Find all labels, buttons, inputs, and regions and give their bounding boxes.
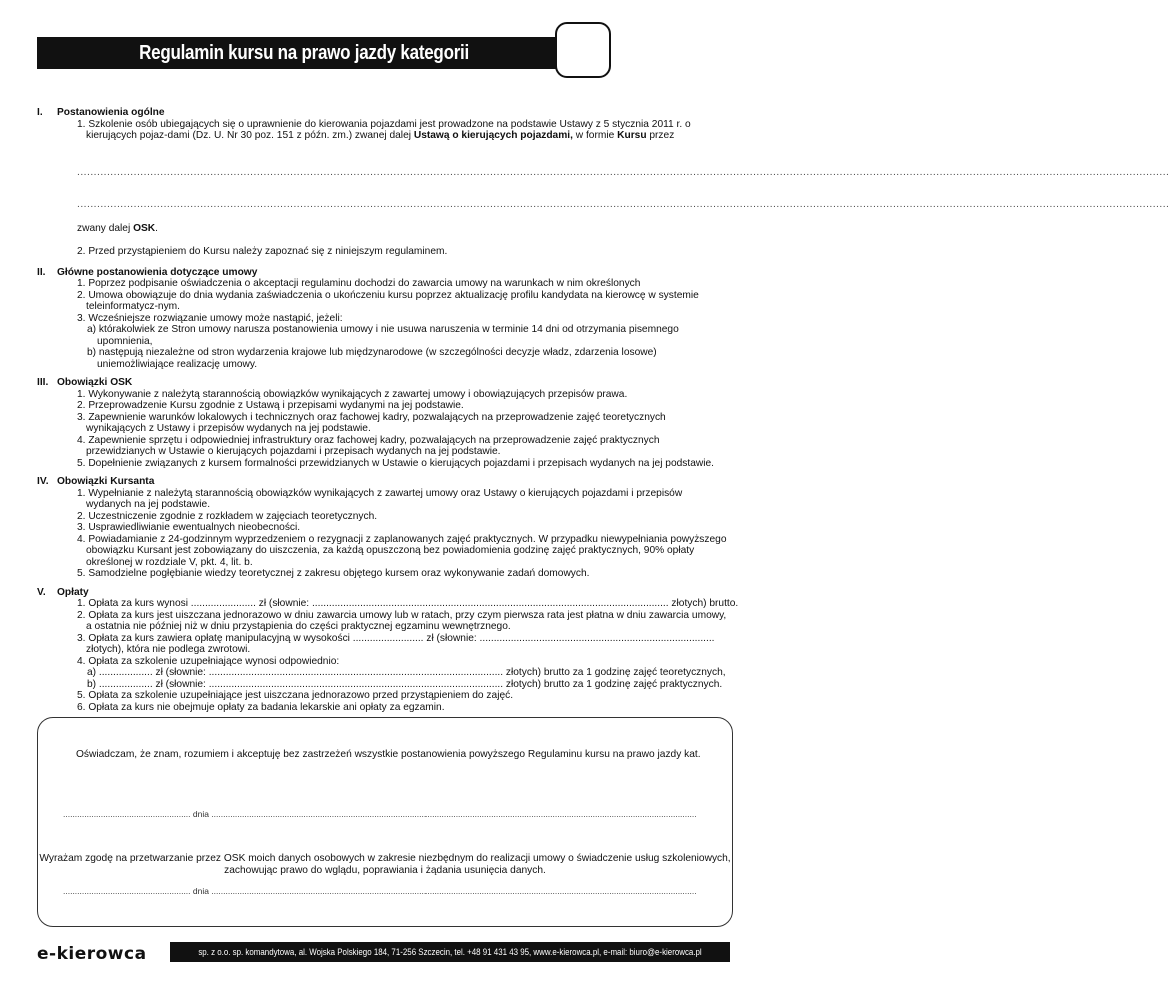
list-item: 3. Zapewnienie warunków lokalowych i technicznych oraz fachowej kadry, pozwalających na przeprowadzenie zajęć teoretycznych wynikających z Ustawy i przepisów wydanych na jej podstawie. — [77, 411, 666, 434]
list-item: 2. Przeprowadzenie Kursu zgodnie z Ustawą i przepisami wydanymi na jej podstawie. — [77, 400, 464, 411]
text-span: Kursu — [617, 130, 647, 141]
list-item: 2. Uczestniczenie zgodnie z rozkładem w zajęciach teoretycznych. — [77, 510, 378, 522]
list-item — [77, 223, 727, 235]
document-title: Regulamin kursu na prawo jazdy kategorii — [139, 41, 469, 64]
section-number: IV. — [37, 476, 49, 487]
date-field[interactable]: ...................................................... dnia ........................................................................................... — [63, 809, 427, 819]
section-number: I. — [37, 107, 43, 118]
section-title: Główne postanowienia dotyczące umowy — [57, 266, 258, 278]
list-item: 2. Przed przystąpieniem do Kursu należy zapoznać się z niniejszym regulaminem. — [77, 246, 448, 257]
list-item: 3. Usprawiedliwianie ewentualnych nieobecności. — [77, 522, 301, 533]
list-item: 1. Wykonywanie z należytą starannością obowiązków wynikających z zawartej umowy i obowiązujących przepisów prawa. — [77, 388, 628, 400]
text-span: OSK — [133, 222, 156, 234]
list-item: 5. Dopełnienie związanych z kursem formalności przewidzianych w Ustawie o kierujących pojazdami i przepisach wydanych na jej podstawie. — [77, 457, 715, 469]
consent-line: zachowując prawo do wglądu, poprawiania i żądania usunięcia danych. — [224, 865, 546, 876]
section-title: Opłaty — [57, 586, 89, 598]
list-item: 5. Samodzielne pogłębianie wiedzy teoretycznej z zakresu objętego kursem oraz wykonywanie zadań domowych. — [77, 568, 590, 579]
consent-text — [38, 853, 732, 877]
list-item: 4. Opłata za szkolenie uzupełniające wynosi odpowiednio: — [77, 655, 340, 667]
signature-field[interactable]: ................................................................................................................... — [425, 809, 697, 819]
declaration-box — [37, 717, 733, 927]
list-item: 4. Zapewnienie sprzętu i odpowiedniej infrastruktury oraz fachowej kadry, pozwalających na przeprowadzenie zajęć praktycznych przewidzianych w Ustawie o kierujących pojazdami i przepisach wydanych na jej podstawie. — [77, 434, 660, 457]
section-student-duties — [37, 476, 727, 580]
document-title-bar — [37, 37, 571, 69]
section-number: II. — [37, 266, 46, 278]
section-number: III. — [37, 377, 49, 388]
list-item: 2. Opłata za kurs jest uiszczana jednorazowo w dniu zawarcia umowy lub w ratach, przy czym pierwsza rata jest płatna w dniu zawarcia umowy, a ostatnia nie później niż w dniu przystąpienia do części praktycznej egzaminu wewnętrznego. — [77, 609, 727, 632]
consent-line: Wyrażam zgodę na przetwarzanie przez OSK moich danych osobowych w zakresie niezbędnym do realizacji umowy o świadczenie usług szkoleniowych, — [39, 853, 731, 864]
list-item: 1. Wypełnianie z należytą starannością obowiązków wynikających z zawartej umowy oraz Ustawy o kierujących pojazdami i przepisów wydanych na jej podstawie. — [77, 487, 683, 510]
fee-item-total[interactable]: 1. Opłata za kurs wynosi ....................... zł (słownie: .............................................................................................................................. złotych) brutto. — [77, 598, 739, 609]
list-item: 1. Poprzez podpisanie oświadczenia o akceptacji regulaminu dochodzi do zawarcia umowy na warunkach w nim określonych — [77, 278, 641, 289]
sub-item: b) następują niezależne od stron wydarzenia krajowe lub międzynarodowe (w szczególności decyzje władz, zdarzenia losowe) uniemożliwiające realizację umowy. — [87, 347, 657, 370]
text-span: przez — [646, 130, 675, 141]
section-title: Obowiązki OSK — [57, 377, 133, 388]
fee-item-handling[interactable]: 3. Opłata za kurs zawiera opłatę manipulacyjną w wysokości ......................... zł (słownie: ................................................................................... złotych), która nie podlega zwrotowi. — [77, 632, 715, 655]
list-item: 3. Wcześniejsze rozwiązanie umowy może nastąpić, jeżeli: — [77, 312, 343, 324]
section-contract — [37, 267, 727, 371]
list-item — [77, 119, 727, 142]
text-span: . — [155, 222, 158, 234]
signature-field[interactable]: ................................................................................................................... — [425, 886, 697, 896]
osk-name-field-line1[interactable]: ........................................................................................................................................................................................................................................................................................................................................ — [77, 166, 1169, 178]
text-span: w formie — [572, 130, 618, 141]
category-input-box[interactable] — [555, 22, 611, 78]
list-item: 5. Opłata za szkolenie uzupełniające jest uiszczana jednorazowo przed przystąpieniem do zajęć. — [77, 690, 514, 701]
sub-item: a) którakolwiek ze Stron umowy narusza postanowienia umowy i nie usuwa naruszenia w terminie 14 dni od otrzymania pisemnego upomnienia, — [87, 324, 679, 347]
fee-theory-rate[interactable]: a) ................... zł (słownie: ........................................................................................................ złotych) brutto za 1 godzinę zajęć teoretycznych, — [87, 667, 726, 678]
list-item: 2. Umowa obowiązuje do dnia wydania zaświadczenia o ukończeniu kursu poprzez aktualizację profilu kandydata na kierowcę w systemie teleinformatycz-nym. — [77, 289, 699, 312]
text-span: 1. Szkolenie osób ubiegających się o uprawnienie do kierowania pojazdami jest prowadzone na podstawie Ustawy z 5 stycznia 2011 r. o kierujących pojaz-dami (Dz. U. Nr 30 poz. 151 z późn. zm.) zwanej dalej — [77, 118, 691, 141]
list-item: 6. Opłata za kurs nie obejmuje opłaty za badania lekarskie ani opłaty za egzamin. — [77, 701, 445, 713]
section-title: Obowiązki Kursanta — [57, 476, 155, 487]
section-general — [37, 107, 1169, 258]
regulations-body — [37, 107, 1169, 720]
osk-name-field-line2[interactable]: ........................................................................................................................................................................................................................................................................................................................................ — [77, 199, 1169, 210]
footer-bar — [170, 942, 730, 962]
fee-practice-rate[interactable]: b) ................... zł (słownie: ........................................................................................................ złotych) brutto za 1 godzinę zajęć praktycznych. — [87, 678, 723, 690]
brand-logo: e-kierowca — [37, 944, 147, 964]
section-title: Postanowienia ogólne — [57, 107, 165, 118]
text-span: Ustawą o kierujących pojazdami, — [413, 130, 573, 141]
section-osk-duties — [37, 377, 727, 469]
text-span: zwany dalej — [77, 222, 134, 234]
footer-text: sp. z o.o. sp. komandytowa, al. Wojska Polskiego 184, 71-256 Szczecin, tel. +48 91 431 43 95, www.e-kierowca.pl, e-mail: biuro@e-kierowca.pl — [198, 947, 702, 957]
declaration-text: Oświadczam, że znam, rozumiem i akceptuję bez zastrzeżeń wszystkie postanowienia powyższego Regulaminu kursu na prawo jazdy kat. — [76, 749, 701, 760]
date-field[interactable]: ...................................................... dnia ........................................................................................... — [63, 886, 427, 896]
section-fees — [37, 586, 739, 714]
section-number: V. — [37, 586, 46, 598]
list-item: 4. Powiadamianie z 24-godzinnym wyprzedzeniem o rezygnacji z zaplanowanych zajęć praktycznych. W przypadku niewypełniania powyższego obowiązku Kursant jest zobowiązany do uiszczenia, za każdą opuszczoną bez powiadomienia godzinę zajęć praktycznych, 90% opłaty określonej w rozdziale V, pkt. 4, lit. b. — [77, 533, 727, 568]
